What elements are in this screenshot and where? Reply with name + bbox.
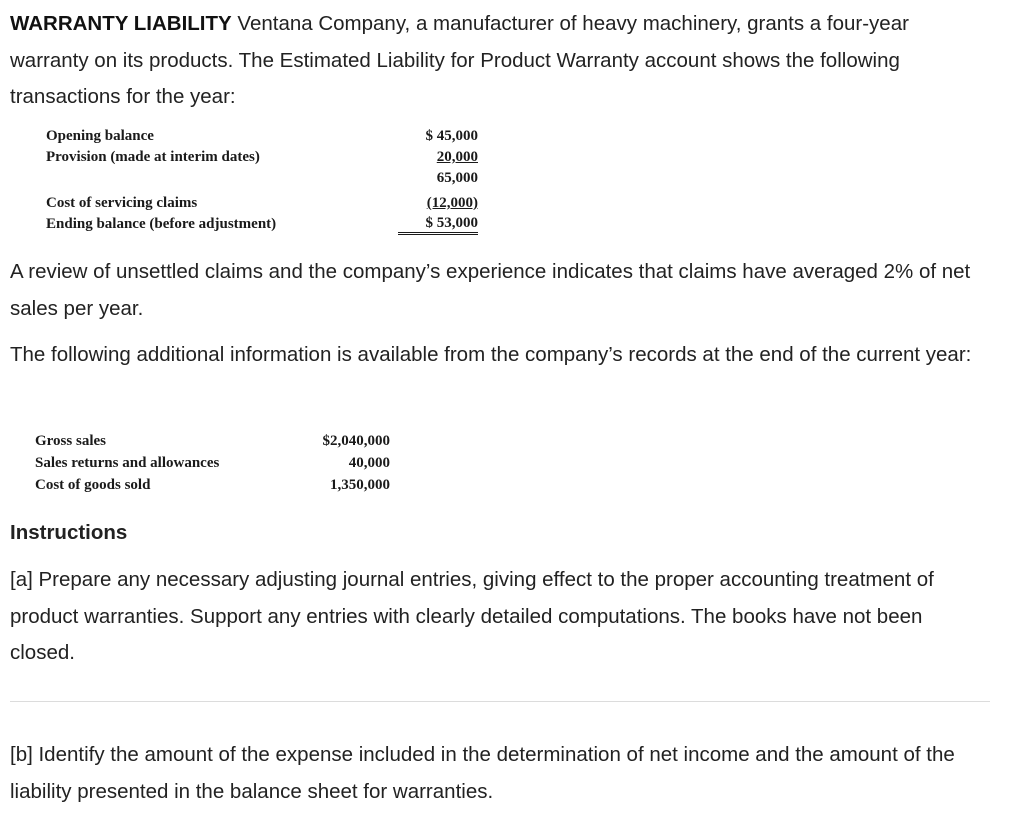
warranty-transactions-table [46,126,478,241]
row-label: Opening balance [46,128,154,144]
row-value: (12,000) [426,195,478,211]
row-value: 65,000 [436,170,478,186]
row-label: Cost of goods sold [35,477,151,493]
row-value: $ 45,000 [425,128,478,144]
row-label: Provision (made at interim dates) [46,149,260,165]
row-label: Cost of servicing claims [46,195,198,211]
row-label: Gross sales [35,433,106,449]
row-value: $ 53,000 [398,214,478,235]
problem-title: WARRANTY LIABILITY [10,12,232,35]
row-value: $2,040,000 [322,433,390,449]
row-value: 40,000 [348,455,390,471]
instruction-part-a: [a] Prepare any necessary adjusting journal entries, giving effect to the proper accounting treatment of product warranties. Support any entries with clearly detailed computations. The books have not been closed. [10,568,934,664]
additional-info-paragraph: The following additional information is available from the company’s records at the end of the current year: [10,343,972,366]
instructions-heading: Instructions [10,521,128,544]
section-divider [10,701,990,702]
instruction-part-b: [b] Identify the amount of the expense included in the determination of net income and the amount of the liability presented in the balance sheet for warranties. [10,743,955,803]
row-label: Sales returns and allowances [35,455,220,471]
intro-paragraph [10,6,985,116]
row-value: 1,350,000 [330,477,390,493]
row-label: Ending balance (before adjustment) [46,216,277,232]
review-paragraph: A review of unsettled claims and the company’s experience indicates that claims have averaged 2% of net sales per year. [10,260,971,320]
sales-info-table [35,431,415,501]
intro-text: Ventana Company, a manufacturer of heavy machinery, grants a four-year warranty on its products. The Estimated Liability for Product Warranty account shows the following transactions for the year: [10,12,909,108]
row-value: 20,000 [436,149,478,165]
